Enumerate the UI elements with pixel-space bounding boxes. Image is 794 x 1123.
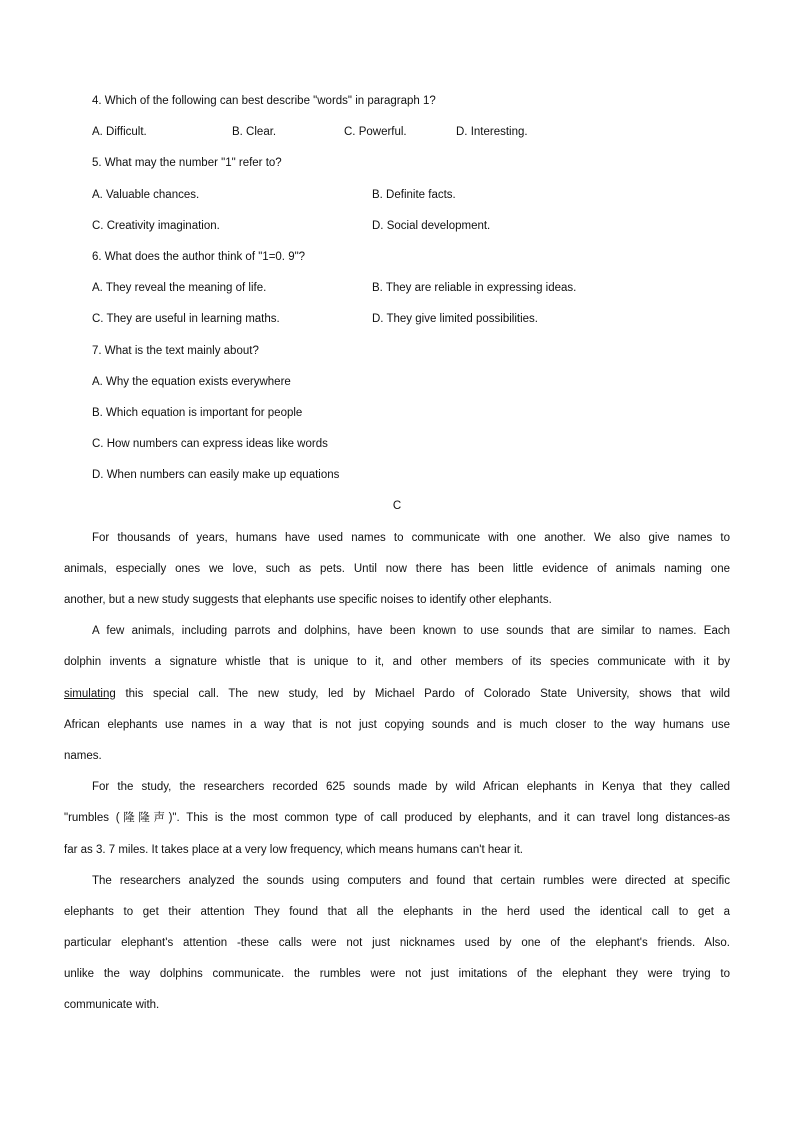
option-d: D. Social development. bbox=[372, 219, 491, 232]
option-a: A. They reveal the meaning of life. bbox=[92, 282, 267, 295]
option-b: B. Clear. bbox=[232, 126, 277, 139]
text-line: elephants to get their attention They found that all the elephants in the herd used the identical call to get a bbox=[64, 905, 730, 918]
document-page bbox=[64, 86, 730, 1022]
question-4-stem: 4. Which of the following can best describe "words" in paragraph 1? bbox=[92, 95, 436, 107]
text-line: The researchers analyzed the sounds using computers and found that certain rumbles were directed at specific bbox=[92, 874, 730, 887]
option-a: A. Why the equation exists everywhere bbox=[92, 375, 291, 388]
paragraph-2 bbox=[64, 616, 730, 772]
section-label: C bbox=[392, 500, 402, 513]
text-line: names. bbox=[64, 749, 102, 762]
question-6-options-row2 bbox=[64, 304, 730, 335]
option-c: C. They are useful in learning maths. bbox=[92, 313, 280, 326]
text-line: far as 3. 7 miles. It takes place at a very low frequency, which means humans can't hear it. bbox=[64, 843, 524, 856]
question-5-options-row2 bbox=[64, 211, 730, 242]
text-line bbox=[64, 679, 730, 710]
text-line: A few animals, including parrots and dolphins, have been known to use sounds that are similar to names. Each bbox=[92, 625, 730, 638]
text-line: African elephants use names in a way that is not just copying sounds and is much closer to the way humans use bbox=[64, 718, 730, 731]
question-4-options bbox=[64, 117, 730, 148]
option-a: A. Difficult. bbox=[92, 126, 147, 139]
question-6-stem: 6. What does the author think of "1=0. 9"? bbox=[92, 250, 306, 263]
text-line: particular elephant's attention -these calls were not just nicknames used by one of the elephant's friends. Also. bbox=[64, 937, 730, 950]
option-c: C. How numbers can express ideas like words bbox=[92, 438, 328, 451]
question-5-stem: 5. What may the number "1" refer to? bbox=[92, 157, 282, 170]
question-5-options-row1 bbox=[64, 180, 730, 211]
question-6-options-row1 bbox=[64, 273, 730, 304]
paragraph-1 bbox=[64, 523, 730, 617]
text-line: unlike the way dolphins communicate. the rumbles were not just imitations of the elephant they were trying to bbox=[64, 968, 730, 981]
option-d: D. Interesting. bbox=[456, 126, 528, 139]
text-line: "rumbles (隆隆声)". This is the most common type of call produced by elephants, and it can travel long distances-as bbox=[64, 812, 730, 825]
option-c: C. Powerful. bbox=[344, 126, 407, 139]
text-line: dolphin invents a signature whistle that is unique to it, and other members of its species communicate with it by bbox=[64, 656, 730, 669]
option-b: B. Definite facts. bbox=[372, 188, 456, 201]
text-line: For thousands of years, humans have used names to communicate with one another. We also give names to bbox=[92, 531, 730, 544]
text-line: communicate with. bbox=[64, 999, 160, 1012]
option-d: D. When numbers can easily make up equations bbox=[92, 469, 340, 482]
option-b: B. Which equation is important for people bbox=[92, 406, 303, 419]
question-7-stem: 7. What is the text mainly about? bbox=[92, 344, 259, 357]
text-line: animals, especially ones we love, such as pets. Until now there has been little evidence of animals naming one bbox=[64, 562, 730, 575]
option-c: C. Creativity imagination. bbox=[92, 219, 220, 232]
option-d: D. They give limited possibilities. bbox=[372, 313, 538, 326]
paragraph-3 bbox=[64, 772, 730, 866]
underlined-word: simulating bbox=[64, 687, 116, 700]
text-line: For the study, the researchers recorded 625 sounds made by wild African elephants in Kenya that they called bbox=[92, 781, 730, 794]
option-b: B. They are reliable in expressing ideas. bbox=[372, 282, 577, 295]
option-a: A. Valuable chances. bbox=[92, 188, 200, 201]
text-line: another, but a new study suggests that elephants use specific noises to identify other elephants. bbox=[64, 594, 552, 606]
text-segment: this special call. The new study, led by Michael Pardo of Colorado State University, shows that wild bbox=[115, 687, 730, 700]
paragraph-4 bbox=[64, 866, 730, 1022]
